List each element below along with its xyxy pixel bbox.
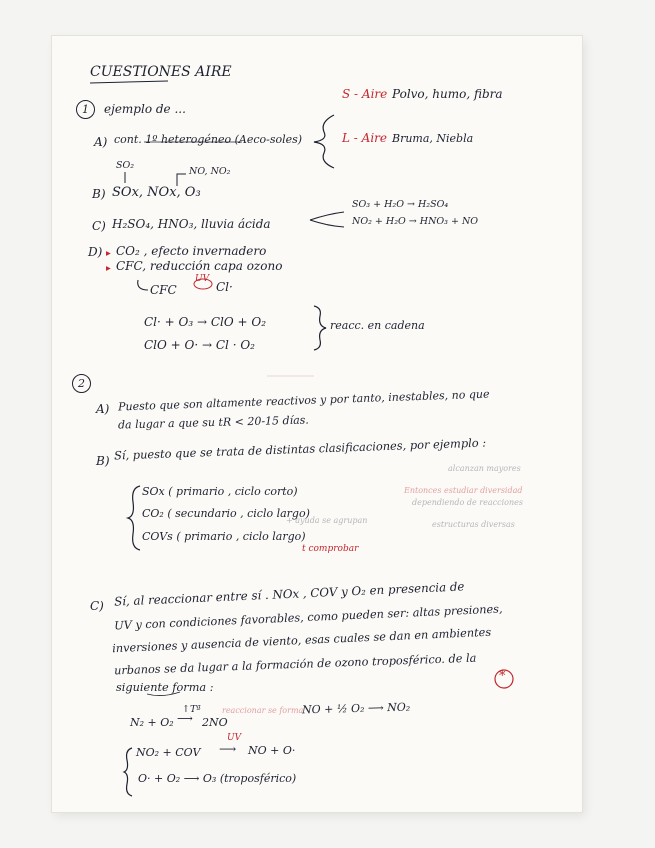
bleed-text-4: estructuras diversas [432,520,515,529]
question-number-2: 2 [72,374,91,393]
bleed-text-2: Entonces estudiar diversidad [404,486,523,495]
q2-a-label: A) [96,402,110,416]
q2-c-line-3: inversiones y ausencia de viento, esas cuales se dan en ambientes [111,625,492,656]
b-note: t comprobar [302,544,359,554]
r3: O· + O₂ ⟶ O₃ (troposférico) [138,772,297,785]
arrow-marker-2: ▸ [106,263,111,274]
q2-b-intro: Sí, puesto que se trata de distintas clasificaciones, por ejemplo : [113,435,487,463]
d-uv: UV [195,274,210,284]
bleed-text-c: reaccionar se forma [222,706,304,715]
page-title: CUESTIONES AIRE [90,64,232,80]
r1-right: NO + ½ O₂ ⟶ NO₂ [301,700,411,717]
l-aire-items: Bruma, Niebla [392,132,474,145]
q1-c-text: H₂SO₄, HNO₃, lluvia ácida [112,217,271,231]
q1-d-label: D) [88,245,103,259]
q2-c-line-1: Sí, al reaccionar entre sí . NOx , COV y O₂ en presencia de [113,579,465,609]
arrow-c-up [310,212,344,220]
d-cl-radical: Cl· [216,280,233,294]
b-top-so2: SO₂ [116,160,135,171]
d-line-cfc: CFC, reducción capa ozono [116,259,283,273]
r2-uv: UV [227,733,242,743]
r1-left: N₂ + O₂ [130,716,174,729]
b-item-sox: SOx ( primario , ciclo corto) [142,485,298,498]
s-aire-label: S - Aire [342,87,388,101]
q2-c-line-4: urbanos se da lugar a la formación de ozono troposférico. de la [113,651,477,678]
q2-c-label: C) [90,599,104,613]
hook-arrow [138,280,148,290]
q2-a-line-1: Puesto que son altamente reactivos y por tanto, inestables, no que [117,387,490,414]
c-reaction-1: SO₃ + H₂O → H₂SO₄ [352,199,449,210]
arrow-c-down [310,220,344,227]
r2-left: NO₂ + COV [136,746,201,759]
q2-a-line-2: da lugar a que su tR < 20-15 días. [117,413,309,432]
b-brace [128,486,140,550]
bleed-text-3: dependiendo de reacciones [412,498,523,507]
b-top-no: NO, NO₂ [189,166,231,177]
arrow-marker-1: ▸ [106,248,111,259]
r1-arrow: ⟶ [177,712,193,725]
q1-a-label: A) [94,135,108,149]
q1-b-text: SOx, NOx, O₃ [112,185,201,200]
d-reaction-2: ClO + O· → Cl · O₂ [144,338,255,352]
chain-brace [314,306,326,350]
b-item-covs: COVs ( primario , ciclo largo) [142,530,306,543]
c-reaction-2: NO₂ + H₂O → HNO₃ + NO [352,216,479,227]
q1-b-label: B) [92,187,106,201]
left-brace [314,115,334,168]
chain-reaction-label: reacc. en cadena [330,319,425,332]
notebook-page [52,36,582,812]
q2-b-label: B) [96,454,110,468]
b-item-co2: CO₂ ( secundario , ciclo largo) [142,507,310,520]
asterisk-mark: * [499,669,506,684]
q1-a-text: cont. 1º heterogéneo (Aeco-soles) [114,133,303,146]
bleed-text-5: + ayuda se agrupan [286,516,368,525]
question-number-1: 1 [76,100,95,119]
d-line-co2: CO₂ , efecto invernadero [116,244,267,258]
r1-condition: ↑Tª [182,704,201,715]
d-reaction-1: Cl· + O₃ → ClO + O₂ [144,315,267,329]
c-brace [124,748,132,796]
q2-c-line-2: UV y con condiciones favorables, como pueden ser: altas presiones, [113,602,503,633]
bleed-text-1: alcanzan mayores [448,464,521,473]
r2-product: NO + O· [248,744,296,757]
d-cfc: CFC [150,283,177,297]
s-aire-items: Polvo, humo, fibra [392,87,503,101]
r1-product: 2NO [202,716,228,729]
title-underline [90,81,168,83]
l-aire-label: L - Aire [342,131,387,145]
q1-intro: ejemplo de ... [104,102,186,116]
q1-c-label: C) [92,219,106,233]
q2-c-line-5: siguiente forma : [116,681,214,694]
r2-arrow: ⟶ [219,742,237,756]
